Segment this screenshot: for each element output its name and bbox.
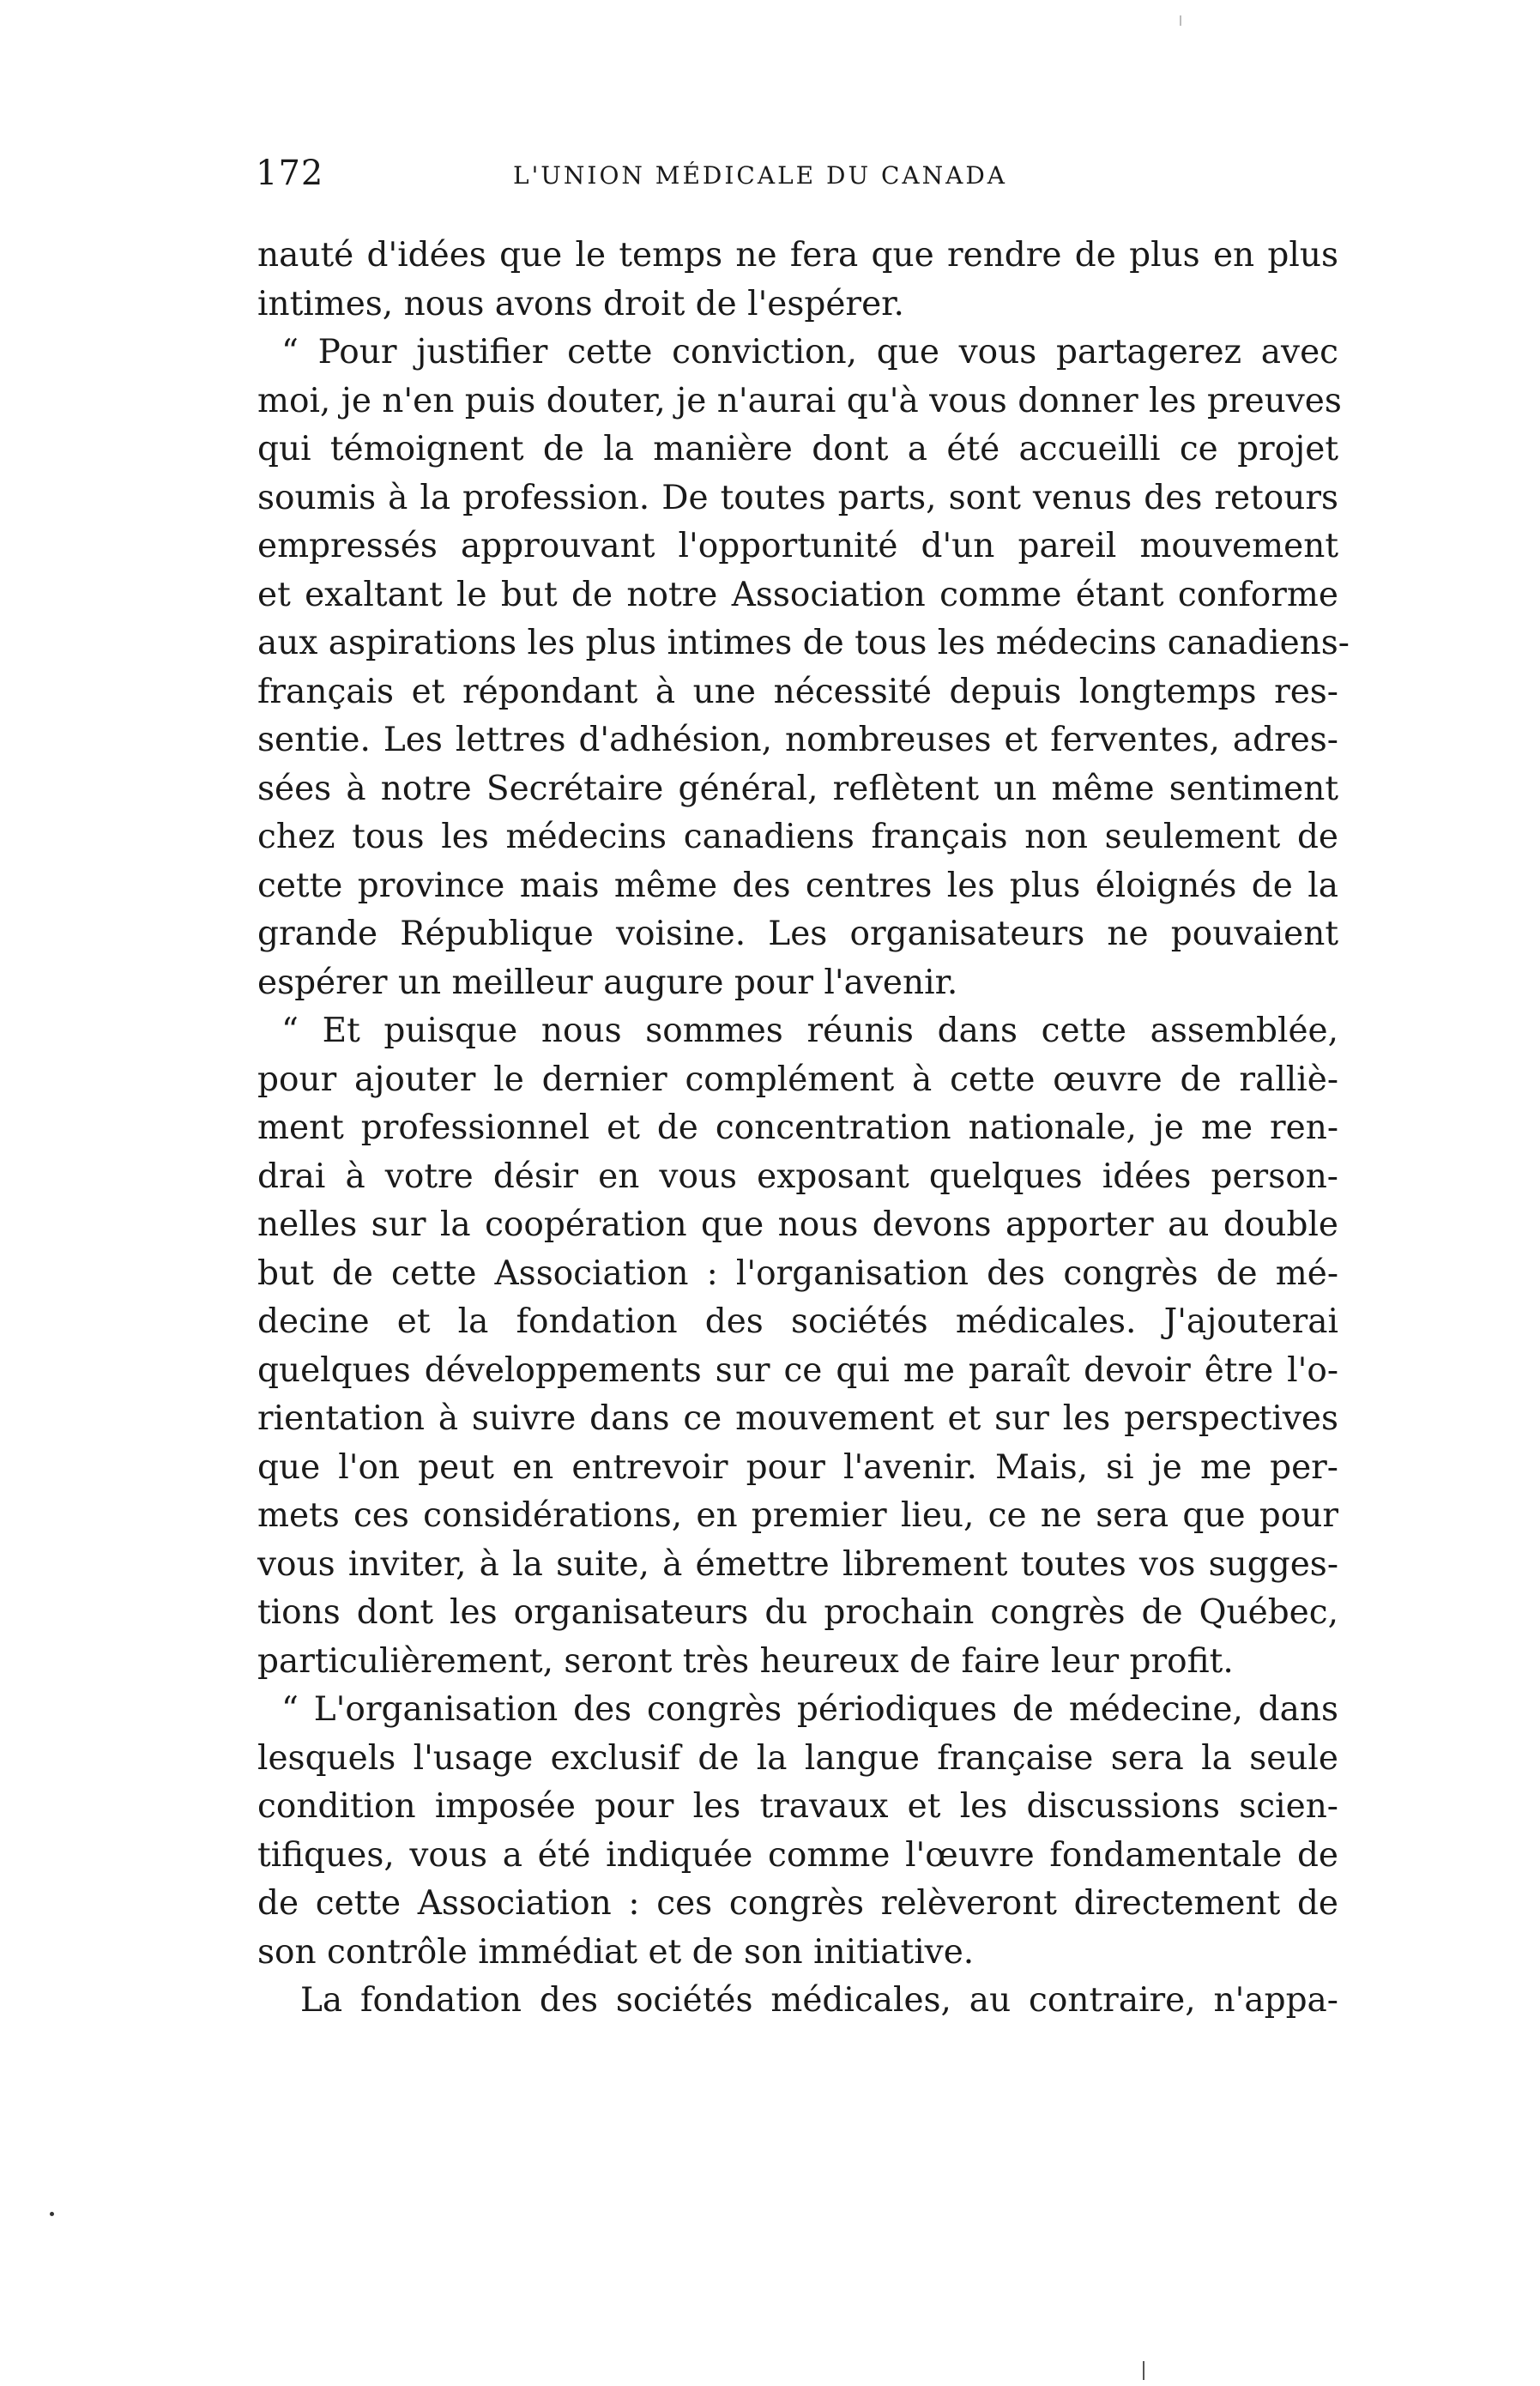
text-line: chez tous les médecins canadiens français non seulement de (257, 818, 1338, 856)
margin-speck (50, 2212, 54, 2216)
text-line: particulièrement, seront très heureux de faire leur profit. (257, 1641, 1234, 1681)
text-line: La fondation des sociétés médicales, au contraire, n'appa- (300, 1981, 1338, 2020)
text-line: sées à notre Secrétaire général, reflètent un même sentiment (257, 769, 1338, 808)
text-line: soumis à la profession. De toutes parts, sont venus des retours (257, 478, 1338, 517)
text-line: “ Pour justifier cette conviction, que vous partagerez avec (281, 333, 1338, 371)
running-title: L'UNION MÉDICALE DU CANADA (513, 161, 1007, 190)
text-line: vous inviter, à la suite, à émettre librement toutes vos sugges- (257, 1544, 1338, 1584)
text-line: français et répondant à une nécessité depuis longtemps res- (257, 672, 1338, 711)
text-line: nauté d'idées que le temps ne fera que rendre de plus en plus (257, 236, 1338, 275)
text-line: “ Et puisque nous sommes réunis dans cette assemblée, (281, 1012, 1338, 1050)
text-line: sentie. Les lettres d'adhésion, nombreuses et ferventes, adres- (257, 721, 1338, 759)
text-line: que l'on peut en entrevoir pour l'avenir. Mais, si je me per- (257, 1447, 1338, 1487)
text-line: decine et la fondation des sociétés médicales. J'ajouterai (257, 1302, 1338, 1341)
text-line: rientation à suivre dans ce mouvement et sur les perspectives (257, 1399, 1338, 1438)
text-line: drai à votre désir en vous exposant quelques idées person- (257, 1157, 1338, 1196)
text-line: condition imposée pour les travaux et les discussions scien- (257, 1787, 1338, 1826)
text-line: tifiques, vous a été indiquée comme l'œuvre fondamentale de (257, 1835, 1338, 1875)
text-line: tions dont les organisateurs du prochain congrès de Québec, (257, 1593, 1338, 1632)
text-line: “ L'organisation des congrès périodiques de médecine, dans (281, 1690, 1338, 1729)
text-line: et exaltant le but de notre Association comme étant conforme (257, 575, 1338, 614)
body-text (257, 232, 1350, 2026)
text-line: de cette Association : ces congrès relèveront directement de (257, 1884, 1338, 1923)
text-line: grande République voisine. Les organisateurs ne pouvaient (257, 915, 1338, 953)
text-line: aux aspirations les plus intimes de tous les médecins canadiens- (257, 624, 1350, 662)
page-number: 172 (256, 154, 324, 193)
text-line: nelles sur la coopération que nous devons apporter au double (257, 1205, 1338, 1244)
scan-mark (1143, 2361, 1144, 2380)
text-line: moi, je n'en puis douter, je n'aurai qu'à vous donner les preuves (257, 381, 1342, 420)
scan-mark (1180, 15, 1181, 26)
page-header (256, 148, 1131, 199)
text-line: cette province mais même des centres les plus éloignés de la (257, 866, 1338, 905)
text-line: but de cette Association : l'organisation des congrès de mé- (257, 1253, 1338, 1293)
text-line: son contrôle immédiat et de son initiative. (257, 1932, 975, 1972)
text-line: ment professionnel et de concentration nationale, je me ren- (257, 1108, 1338, 1147)
text-line: quelques développements sur ce qui me paraît devoir être l'o- (257, 1350, 1338, 1390)
text-line: espérer un meilleur augure pour l'avenir. (257, 963, 958, 1002)
text-line: qui témoignent de la manière dont a été accueilli ce projet (257, 430, 1338, 468)
text-line: pour ajouter le dernier complément à cette œuvre de ralliè- (257, 1060, 1338, 1099)
text-line: empressés approuvant l'opportunité d'un pareil mouvement (257, 527, 1338, 565)
text-line: intimes, nous avons droit de l'espérer. (257, 284, 904, 323)
text-line: mets ces considérations, en premier lieu, ce ne sera que pour (257, 1496, 1338, 1535)
text-line: lesquels l'usage exclusif de la langue française sera la seule (257, 1738, 1338, 1778)
